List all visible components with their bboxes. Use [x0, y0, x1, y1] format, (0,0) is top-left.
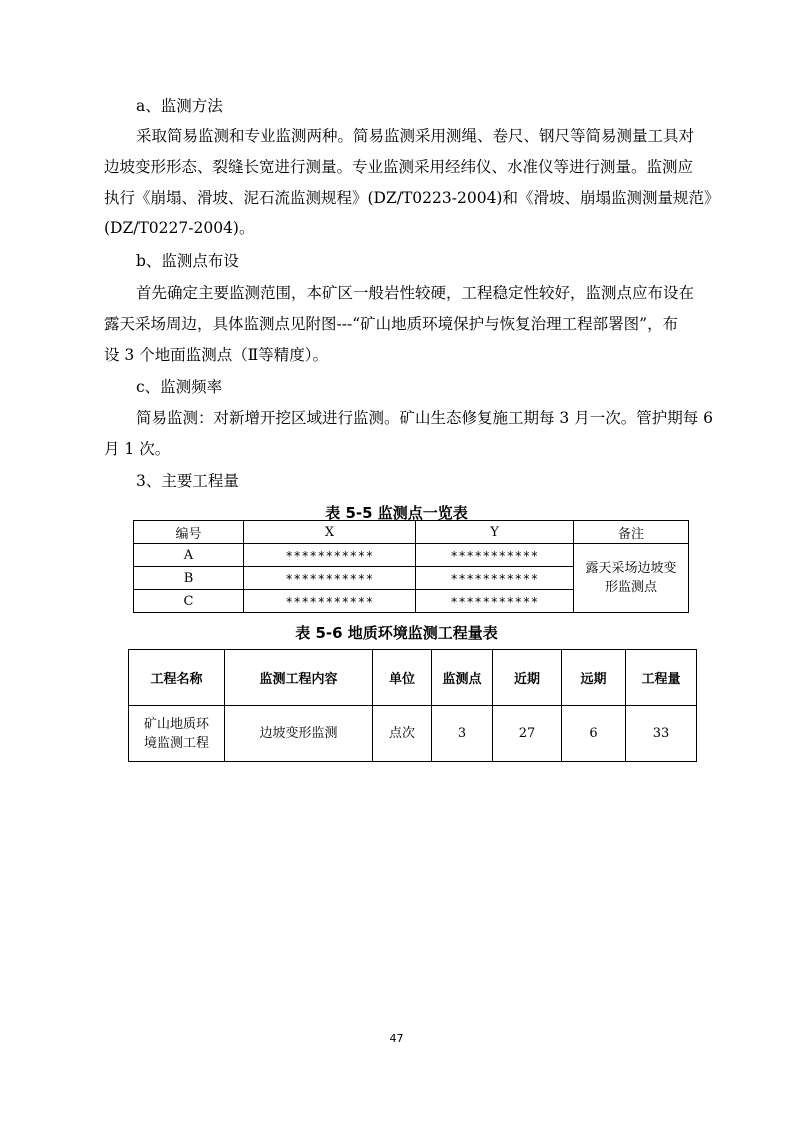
col-header: 单位 — [373, 650, 432, 706]
paragraph-line: 露天采场周边，具体监测点见附图---“矿山地质环境保护与恢复治理工程部署图”，布 — [104, 315, 679, 333]
paragraph-line: 简易监测：对新增开挖区域进行监测。矿山生态修复施工期每 3 月一次。管护期每 6 — [136, 409, 714, 427]
unit-cell: 点次 — [373, 706, 432, 762]
col-header: 工程名称 — [129, 650, 225, 706]
quantity-cell: 33 — [626, 706, 697, 762]
coord-y: *********** — [416, 544, 574, 567]
table-row — [134, 544, 689, 567]
col-header: 备注 — [574, 521, 689, 544]
col-header: X — [244, 521, 416, 544]
coord-x: *********** — [244, 590, 416, 613]
coord-y: *********** — [416, 567, 574, 590]
point-id: B — [134, 567, 244, 590]
remark-cell: 露天采场边坡变形监测点 — [574, 544, 689, 613]
col-header: 远期 — [562, 650, 626, 706]
paragraph-line: 执行《崩塌、滑坡、泥石流监测规程》(DZ/T0223-2004)和《滑坡、崩塌监测测量规范》 — [104, 189, 720, 207]
table-5-5-caption: 表 5-5 监测点一览表 — [325, 504, 468, 522]
table-header-row — [129, 650, 697, 706]
paragraph-line: 边坡变形形态、裂缝长宽进行测量。专业监测采用经纬仪、水准仪等进行测量。监测应 — [104, 158, 694, 176]
heading-monitoring-method: a、监测方法 — [136, 97, 223, 115]
heading-monitoring-frequency: c、监测频率 — [136, 378, 223, 396]
col-header: Y — [416, 521, 574, 544]
col-header: 编号 — [134, 521, 244, 544]
points-cell: 3 — [432, 706, 493, 762]
paragraph-line: 月 1 次。 — [104, 440, 171, 458]
point-id: C — [134, 590, 244, 613]
col-header: 监测点 — [432, 650, 493, 706]
table-row — [129, 706, 697, 762]
content-cell: 边坡变形监测 — [225, 706, 373, 762]
point-id: A — [134, 544, 244, 567]
col-header: 监测工程内容 — [225, 650, 373, 706]
heading-main-quantities: 3、主要工程量 — [136, 472, 239, 490]
monitoring-points-table — [133, 520, 689, 613]
coord-x: *********** — [244, 544, 416, 567]
paragraph-line: 采取简易监测和专业监测两种。简易监测采用测绳、卷尺、钢尺等简易测量工具对 — [136, 127, 695, 145]
col-header: 近期 — [493, 650, 562, 706]
heading-monitoring-points: b、监测点布设 — [136, 252, 239, 270]
coord-x: *********** — [244, 567, 416, 590]
long-term-cell: 6 — [562, 706, 626, 762]
table-5-6-caption: 表 5-6 地质环境监测工程量表 — [295, 624, 498, 642]
monitoring-quantity-table — [128, 649, 697, 762]
paragraph-line: 设 3 个地面监测点（Ⅱ等精度）。 — [104, 346, 329, 364]
col-header: 工程量 — [626, 650, 697, 706]
paragraph-line: (DZ/T0227-2004)。 — [104, 219, 255, 237]
coord-y: *********** — [416, 590, 574, 613]
near-term-cell: 27 — [493, 706, 562, 762]
table-header-row — [134, 521, 689, 544]
page-number: 47 — [389, 1032, 404, 1045]
paragraph-line: 首先确定主要监测范围，本矿区一般岩性较硬，工程稳定性较好，监测点应布设在 — [136, 284, 695, 302]
project-name-cell: 矿山地质环境监测工程 — [129, 706, 225, 762]
